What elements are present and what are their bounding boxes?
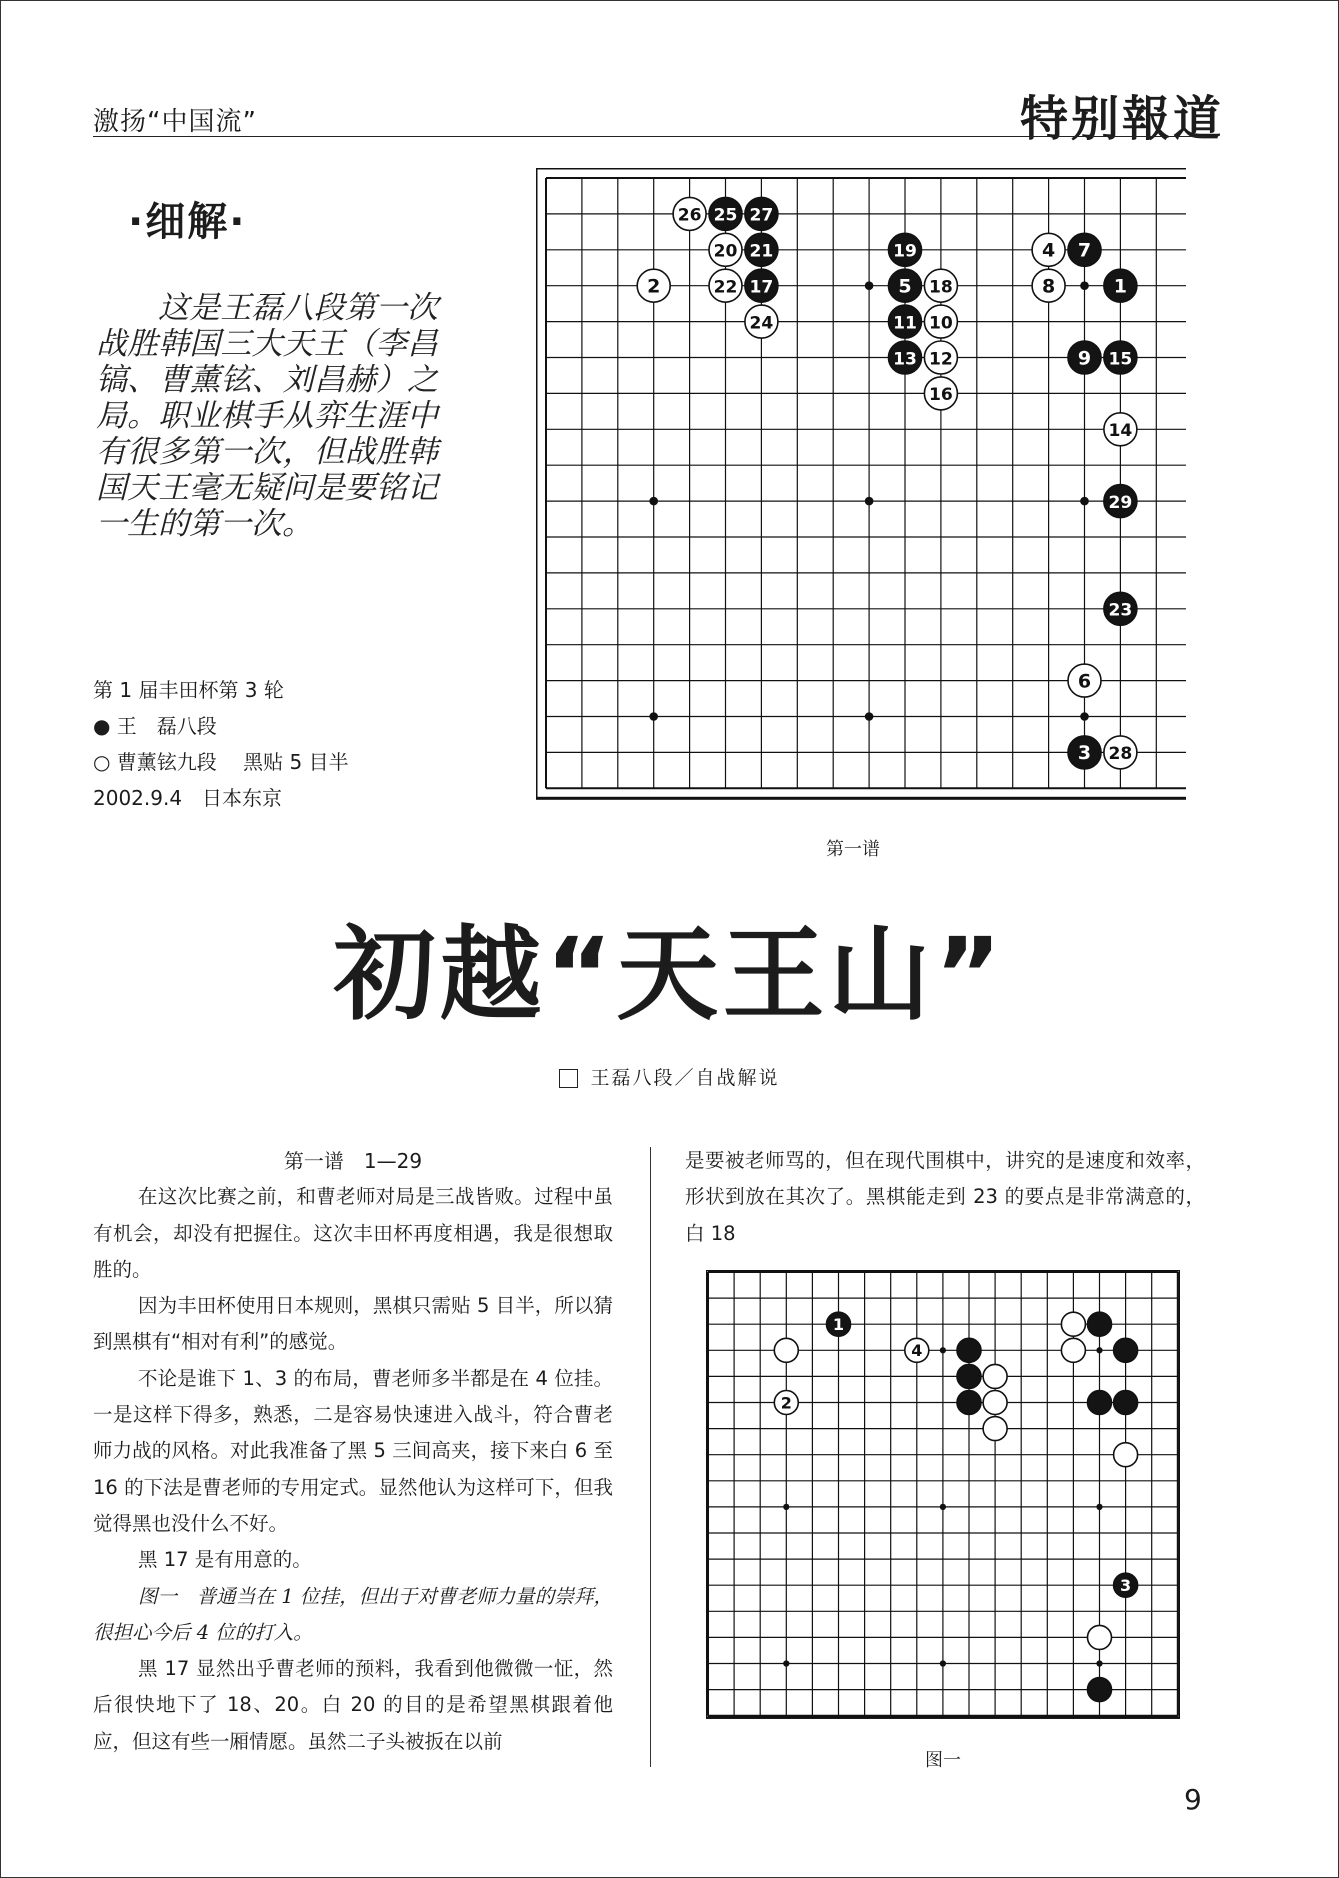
black-stone bbox=[1068, 341, 1101, 374]
move-number: 20 bbox=[713, 241, 738, 262]
star-point bbox=[1096, 1347, 1102, 1353]
sidebar-heading: ·细解· bbox=[128, 199, 247, 245]
move-number: 18 bbox=[929, 277, 953, 298]
paragraph: 不论是谁下 1、3 的布局，曹老师多半都是在 4 位挂。一是这样下得多，熟悉，二是容易快速进入战斗，符合曹老师力战的风格。对此我准备了黑 5 三间高夹，接下来白 6 至 16 的下法是曹老师的专用定式。显然他认为这样可下，但我觉得黑也没什么不好。 bbox=[93, 1366, 613, 1535]
star-point bbox=[940, 1660, 946, 1666]
byline-box-icon bbox=[559, 1069, 578, 1088]
white-stone bbox=[1114, 1443, 1138, 1467]
white-stone bbox=[709, 233, 742, 266]
move-number: 16 bbox=[929, 385, 953, 406]
article-title: 初越“天王山” bbox=[333, 916, 1006, 1035]
black-stone bbox=[1104, 592, 1137, 625]
white-stone bbox=[1104, 736, 1137, 769]
header-left: 激扬“中国流” bbox=[93, 107, 257, 137]
game-info-line: 2002.9.4 日本东京 bbox=[93, 786, 283, 810]
move-number: 26 bbox=[677, 205, 702, 226]
black-stone bbox=[1114, 1573, 1138, 1597]
black-stone bbox=[1104, 341, 1137, 374]
move-number: 23 bbox=[1108, 600, 1133, 621]
white-stone bbox=[1104, 413, 1137, 446]
white-stone bbox=[709, 269, 742, 302]
star-point bbox=[1080, 712, 1089, 721]
white-stone bbox=[983, 1364, 1007, 1388]
star-point bbox=[1096, 1660, 1102, 1666]
black-stone bbox=[827, 1312, 851, 1336]
move-number: 3 bbox=[1077, 742, 1092, 765]
star-point bbox=[865, 281, 874, 290]
article-right-column bbox=[685, 1143, 1205, 1252]
star-point bbox=[1096, 1504, 1102, 1510]
article-byline bbox=[0, 1063, 1339, 1090]
black-stone bbox=[889, 269, 922, 302]
white-stone bbox=[924, 269, 957, 302]
star-point bbox=[783, 1504, 789, 1510]
move-number: 4 bbox=[911, 1341, 923, 1361]
paragraph: 黑 17 是有用意的。 bbox=[138, 1548, 312, 1572]
paragraph: 是要被老师骂的，但在现代围棋中，讲究的是速度和效率，形状到放在其次了。黑棋能走到 23 的要点是非常满意的，白 18 bbox=[685, 1149, 1205, 1245]
white-stone bbox=[1032, 269, 1065, 302]
game-info bbox=[93, 672, 349, 816]
black-stone bbox=[709, 197, 742, 230]
move-number: 11 bbox=[893, 313, 917, 334]
white-stone bbox=[774, 1338, 798, 1362]
white-stone bbox=[1088, 1625, 1112, 1649]
move-number: 1 bbox=[832, 1314, 845, 1334]
star-point bbox=[649, 497, 658, 506]
black-stone bbox=[745, 269, 778, 302]
move-number: 9 bbox=[1077, 347, 1092, 370]
header-rule bbox=[93, 136, 1205, 137]
black-stone bbox=[889, 233, 922, 266]
article-left-column bbox=[93, 1143, 613, 1760]
black-stone bbox=[957, 1391, 981, 1415]
black-stone bbox=[1114, 1338, 1138, 1362]
move-number: 10 bbox=[929, 313, 953, 334]
move-number: 28 bbox=[1108, 744, 1133, 765]
byline-text: 王磊八段／自战解说 bbox=[590, 1067, 780, 1089]
star-point bbox=[1080, 497, 1089, 506]
white-stone bbox=[1068, 664, 1101, 697]
star-point bbox=[940, 1347, 946, 1353]
black-stone bbox=[889, 341, 922, 374]
move-number: 6 bbox=[1077, 670, 1092, 693]
star-point bbox=[865, 712, 874, 721]
black-stone bbox=[1088, 1312, 1112, 1336]
move-number: 2 bbox=[647, 275, 661, 298]
white-stone bbox=[924, 377, 957, 410]
move-number: 29 bbox=[1108, 492, 1133, 513]
page-number: 9 bbox=[1184, 1783, 1202, 1816]
white-stone bbox=[1061, 1338, 1085, 1362]
black-stone bbox=[1114, 1391, 1138, 1415]
black-stone bbox=[957, 1338, 981, 1362]
black-stone bbox=[1088, 1391, 1112, 1415]
black-stone bbox=[1068, 736, 1101, 769]
move-number: 7 bbox=[1077, 239, 1092, 262]
move-number: 1 bbox=[1113, 275, 1128, 298]
diagram-2-caption: 图一 bbox=[925, 1750, 961, 1771]
move-number: 4 bbox=[1041, 239, 1056, 262]
black-stone bbox=[1104, 485, 1137, 518]
game-info-line: 第 1 届丰田杯第 3 轮 bbox=[93, 678, 284, 702]
paragraph: 黑 17 显然出乎曹老师的预料，我看到他微微一怔，然后很快地下了 18、20。白 20 的目的是希望黑棋跟着他应，但这有些一厢情愿。虽然二子头被扳在以前 bbox=[93, 1657, 613, 1753]
star-point bbox=[940, 1504, 946, 1510]
move-number: 8 bbox=[1041, 275, 1056, 298]
move-number: 22 bbox=[713, 277, 738, 298]
black-stone bbox=[957, 1364, 981, 1388]
move-number: 15 bbox=[1108, 349, 1133, 370]
game-info-line: ● 王 磊八段 bbox=[93, 714, 217, 738]
star-point bbox=[783, 1660, 789, 1666]
star-point bbox=[865, 497, 874, 506]
star-point bbox=[1080, 281, 1089, 290]
white-stone bbox=[1032, 233, 1065, 266]
paragraph: 在这次比赛之前，和曹老师对局是三战皆败。过程中虽有机会，却没有把握住。这次丰田杯再度相遇，我是很想取胜的。 bbox=[93, 1185, 613, 1281]
move-number: 5 bbox=[898, 275, 912, 298]
black-stone bbox=[1068, 233, 1101, 266]
paragraph: 因为丰田杯使用日本规则，黑棋只需贴 5 目半，所以猜到黑棋有“相对有利”的感觉。 bbox=[93, 1294, 613, 1354]
black-stone bbox=[1088, 1678, 1112, 1702]
move-number: 25 bbox=[713, 205, 738, 226]
figure-note: 图一 普通当在 1 位挂，但出于对曹老师力量的崇拜，很担心今后 4 位的打入。 bbox=[93, 1584, 613, 1644]
white-stone bbox=[983, 1417, 1007, 1441]
move-number: 3 bbox=[1120, 1575, 1132, 1595]
section-heading: 第一谱 1—29 bbox=[283, 1149, 423, 1173]
move-number: 12 bbox=[929, 349, 953, 370]
black-stone bbox=[745, 233, 778, 266]
diagram-1-caption: 第一谱 bbox=[826, 839, 880, 860]
go-board-diagram-1 bbox=[536, 168, 1186, 818]
move-number: 24 bbox=[749, 313, 774, 334]
column-divider bbox=[650, 1147, 651, 1767]
move-number: 13 bbox=[893, 349, 917, 370]
star-point bbox=[649, 712, 658, 721]
white-stone bbox=[924, 341, 957, 374]
white-stone bbox=[673, 197, 706, 230]
move-number: 27 bbox=[749, 205, 774, 226]
white-stone bbox=[745, 305, 778, 338]
black-stone bbox=[745, 197, 778, 230]
go-board-diagram-2 bbox=[706, 1270, 1180, 1744]
white-stone bbox=[924, 305, 957, 338]
sidebar-intro: 这是王磊八段第一次战胜韩国三大天王（李昌镐、曹薰铉、刘昌赫）之局。职业棋手从弈生涯中有很多第一次，但战胜韩国天王毫无疑问是要铭记一生的第一次。 bbox=[96, 290, 438, 542]
white-stone bbox=[1061, 1312, 1085, 1336]
game-info-line: ○ 曹薰铉九段 黑贴 5 目半 bbox=[93, 750, 349, 774]
move-number: 2 bbox=[780, 1393, 792, 1413]
move-number: 17 bbox=[749, 277, 774, 298]
white-stone bbox=[637, 269, 670, 302]
move-number: 19 bbox=[893, 241, 917, 262]
white-stone bbox=[983, 1391, 1007, 1415]
white-stone bbox=[774, 1391, 798, 1415]
black-stone bbox=[1104, 269, 1137, 302]
header-right: 特别報道 bbox=[1020, 91, 1225, 147]
move-number: 14 bbox=[1108, 421, 1133, 442]
move-number: 21 bbox=[749, 241, 774, 262]
white-stone bbox=[905, 1338, 929, 1362]
black-stone bbox=[889, 305, 922, 338]
